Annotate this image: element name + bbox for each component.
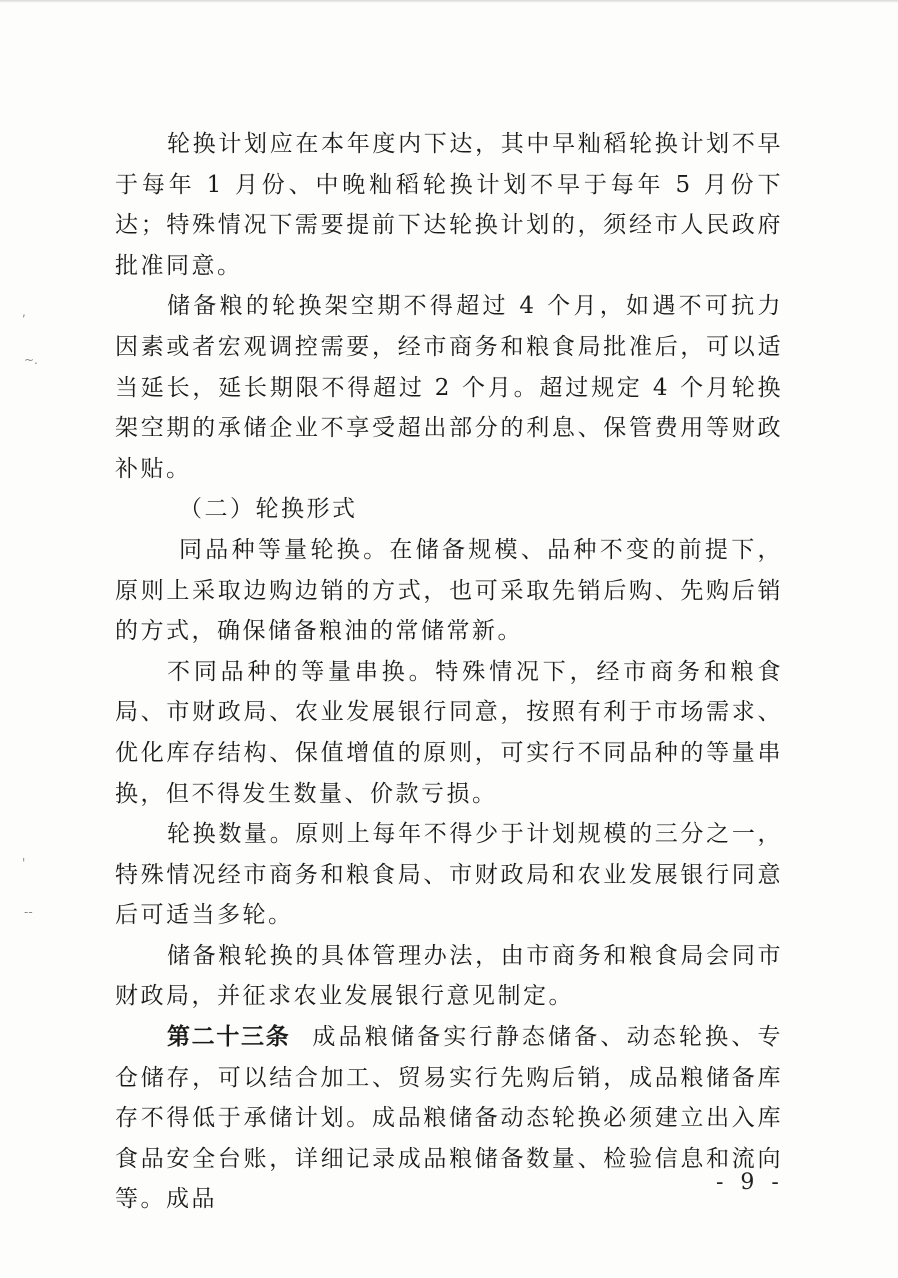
- paragraph-rotation-plan: 轮换计划应在本年度内下达，其中早籼稻轮换计划不早于每年 1 月份、中晚籼稻轮换计划不早于每年 5 月份下达；特殊情况下需要提前下达轮换计划的，须经市人民政府批准同意。: [115, 131, 783, 279]
- page-top-edge: [0, 0, 898, 3]
- body-text: [115, 124, 783, 1220]
- page-number: - 9 -: [716, 1170, 784, 1195]
- article-23: [115, 1017, 783, 1220]
- article-title: 第二十三条: [167, 1024, 291, 1051]
- paragraph-rotation-quantity: 轮换数量。原则上每年不得少于计划规模的三分之一，特殊情况经市商务和粮食局、市财政局和农业发展银行同意后可适当多轮。: [115, 821, 783, 929]
- margin-mark: ,: [22, 305, 26, 319]
- article-text: 成品粮储备实行静态储备、动态轮换、专仓储存，可以结合加工、贸易实行先购后销，成品粮储备库存不得低于承储计划。成品粮储备动态轮换必须建立出入库食品安全台账，详细记录成品粮储备数量、检验信息和流向等。成品: [115, 1024, 784, 1213]
- paragraph-vacancy-period: 储备粮的轮换架空期不得超过 4 个月，如遇不可抗力因素或者宏观调控需要，经市商务和粮食局批准后，可以适当延长，延长期限不得超过 2 个月。超过规定 4 个月轮换架空期的承储企业不享受超出部分的利息、保管费用等财政补贴。: [115, 293, 783, 482]
- paragraph-management-measures: 储备粮轮换的具体管理办法，由市商务和粮食局会同市财政局，并征求农业发展银行意见制定。: [115, 942, 783, 1010]
- margin-mark: --: [24, 905, 33, 919]
- margin-mark: ~.: [24, 353, 38, 367]
- paragraph-different-variety: 不同品种的等量串换。特殊情况下，经市商务和粮食局、市财政局、农业发展银行同意，按照有利于市场需求、优化库存结构、保值增值的原则，可实行不同品种的等量串换，但不得发生数量、价款亏损。: [115, 658, 783, 807]
- section-heading-rotation-form: （二）轮换形式: [179, 496, 358, 523]
- margin-mark: ': [22, 856, 26, 870]
- paragraph-same-variety: 同品种等量轮换。在储备规模、品种不变的前提下，原则上采取边购边销的方式，也可采取先销后购、先购后销的方式，确保储备粮油的常储常新。: [115, 536, 783, 645]
